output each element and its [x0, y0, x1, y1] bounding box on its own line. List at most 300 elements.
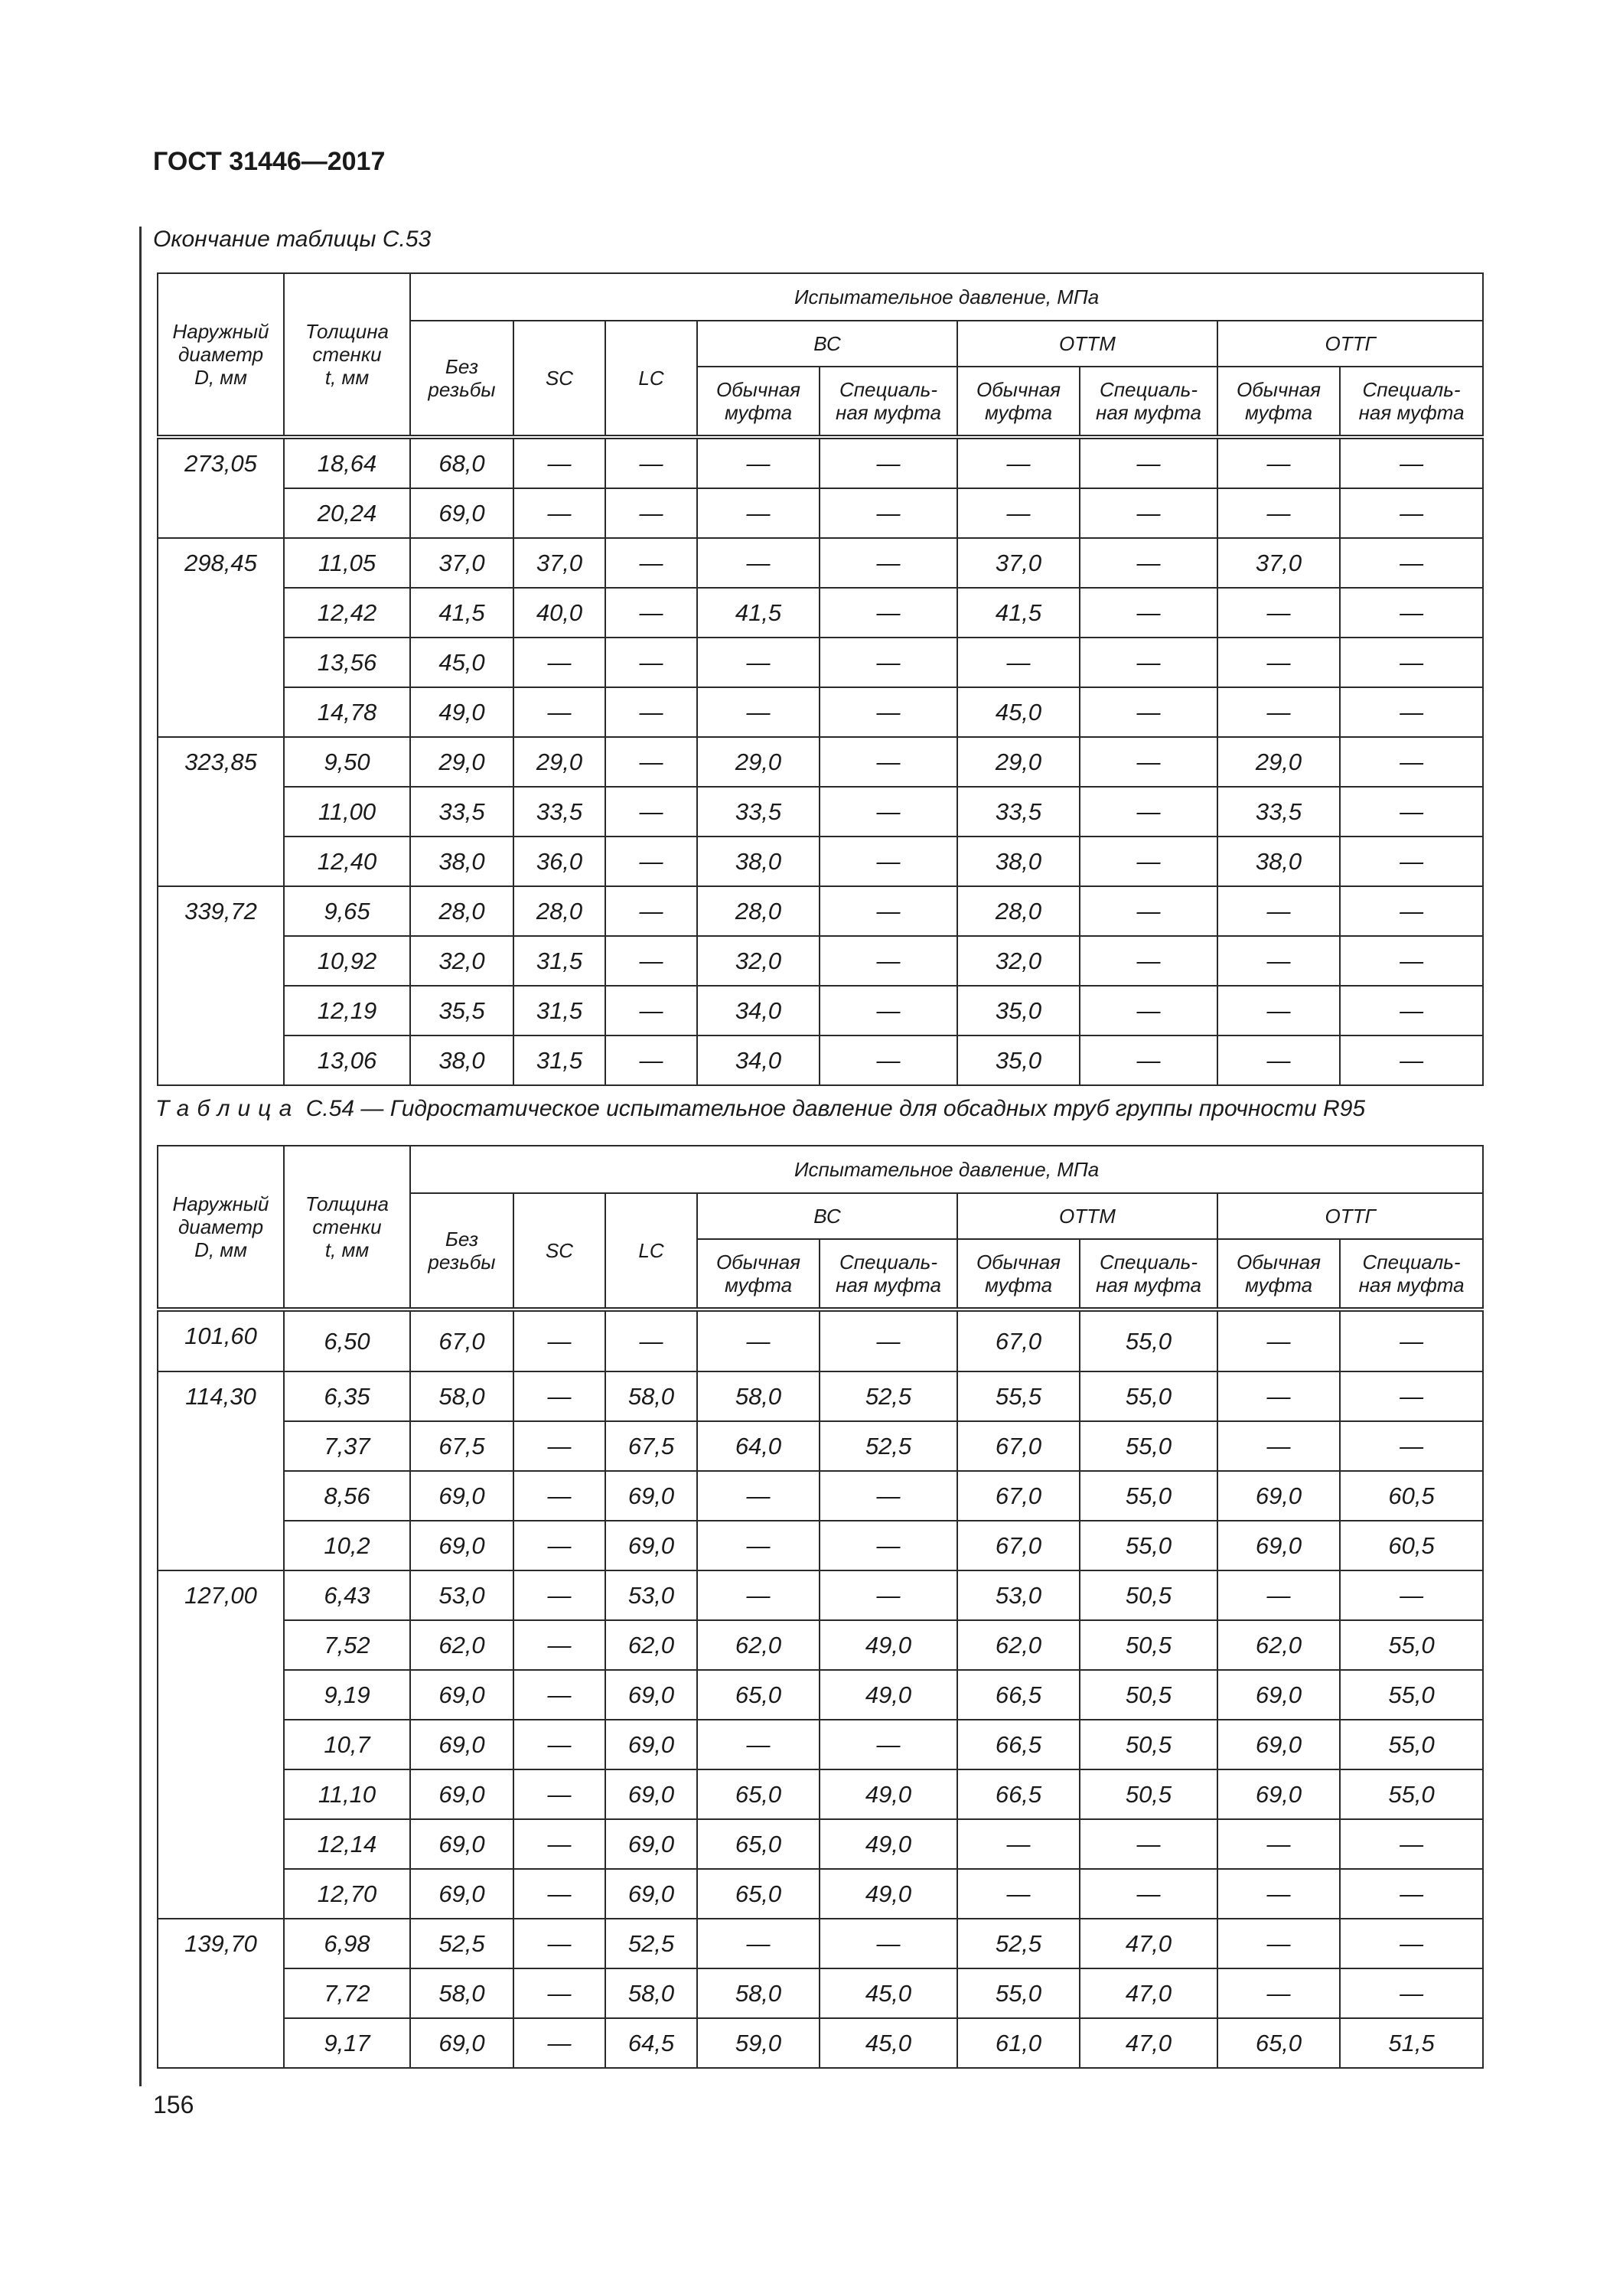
- pressure-cell: 45,0: [820, 1968, 957, 2018]
- header-ottg-special: Специаль- ная муфта: [1340, 367, 1483, 437]
- pressure-cell: 38,0: [957, 837, 1080, 886]
- thickness-cell: 12,19: [284, 986, 410, 1035]
- pressure-cell: —: [513, 1670, 605, 1720]
- pressure-cell: —: [513, 1371, 605, 1421]
- pressure-cell: 58,0: [410, 1968, 513, 2018]
- pressure-cell: —: [513, 1309, 605, 1371]
- pressure-cell: —: [820, 538, 957, 588]
- pressure-cell: —: [1340, 837, 1483, 886]
- pressure-cell: —: [697, 488, 820, 538]
- pressure-cell: 38,0: [410, 837, 513, 886]
- pressure-cell: —: [1080, 737, 1217, 787]
- pressure-cell: 62,0: [605, 1620, 697, 1670]
- thickness-cell: 6,35: [284, 1371, 410, 1421]
- pressure-cell: —: [1080, 837, 1217, 886]
- pressure-cell: 31,5: [513, 986, 605, 1035]
- pressure-cell: 66,5: [957, 1670, 1080, 1720]
- table-row: [158, 1035, 1483, 1085]
- thickness-cell: 20,24: [284, 488, 410, 538]
- pressure-cell: 50,5: [1080, 1769, 1217, 1819]
- thickness-cell: 11,00: [284, 787, 410, 837]
- header-ottm: ОТТМ: [957, 1193, 1217, 1239]
- table-row: [158, 538, 1483, 588]
- pressure-cell: —: [605, 437, 697, 488]
- page-number: 156: [153, 2091, 194, 2118]
- thickness-cell: 9,17: [284, 2018, 410, 2068]
- pressure-cell: —: [957, 1869, 1080, 1919]
- table-row: [158, 737, 1483, 787]
- pressure-cell: —: [1080, 538, 1217, 588]
- thickness-cell: 18,64: [284, 437, 410, 488]
- header-plain: Без резьбы: [410, 321, 513, 437]
- pressure-cell: —: [697, 638, 820, 687]
- pressure-cell: —: [513, 687, 605, 737]
- pressure-cell: —: [1217, 1309, 1340, 1371]
- header-ottm-special: Специаль- ная муфта: [1080, 367, 1217, 437]
- pressure-cell: —: [1340, 638, 1483, 687]
- pressure-cell: —: [697, 1471, 820, 1521]
- pressure-cell: 59,0: [697, 2018, 820, 2068]
- pressure-cell: 49,0: [820, 1869, 957, 1919]
- pressure-cell: 52,5: [820, 1371, 957, 1421]
- table-row: [158, 488, 1483, 538]
- pressure-cell: 65,0: [697, 1869, 820, 1919]
- pressure-cell: —: [820, 1471, 957, 1521]
- pressure-cell: 49,0: [820, 1670, 957, 1720]
- pressure-cell: 33,5: [957, 787, 1080, 837]
- pressure-cell: —: [513, 1769, 605, 1819]
- diameter-cell: 101,60: [158, 1309, 284, 1371]
- pressure-cell: —: [1340, 737, 1483, 787]
- pressure-cell: 69,0: [605, 1819, 697, 1869]
- pressure-cell: —: [820, 936, 957, 986]
- pressure-cell: —: [1340, 1570, 1483, 1620]
- table-c53-body: [158, 437, 1483, 1085]
- pressure-cell: 35,5: [410, 986, 513, 1035]
- pressure-cell: 29,0: [410, 737, 513, 787]
- header-bc-regular: Обычная муфта: [697, 1239, 820, 1309]
- pressure-cell: 55,0: [1080, 1421, 1217, 1471]
- pressure-cell: 58,0: [697, 1371, 820, 1421]
- pressure-cell: 68,0: [410, 437, 513, 488]
- pressure-cell: —: [1217, 1968, 1340, 2018]
- header-ottg: ОТТГ: [1217, 1193, 1483, 1239]
- pressure-cell: 69,0: [605, 1670, 697, 1720]
- pressure-cell: 65,0: [697, 1769, 820, 1819]
- pressure-cell: —: [513, 1421, 605, 1471]
- pressure-cell: 33,5: [697, 787, 820, 837]
- pressure-cell: 69,0: [605, 1521, 697, 1570]
- pressure-cell: —: [697, 1521, 820, 1570]
- pressure-cell: —: [697, 1919, 820, 1968]
- pressure-cell: —: [1340, 1819, 1483, 1869]
- pressure-cell: 49,0: [820, 1620, 957, 1670]
- pressure-cell: 69,0: [1217, 1769, 1340, 1819]
- pressure-cell: 50,5: [1080, 1670, 1217, 1720]
- pressure-cell: 29,0: [957, 737, 1080, 787]
- pressure-cell: —: [1080, 588, 1217, 638]
- header-pressure: Испытательное давление, МПа: [410, 273, 1483, 321]
- pressure-cell: 55,0: [1340, 1769, 1483, 1819]
- header-bc-special: Специаль- ная муфта: [820, 1239, 957, 1309]
- pressure-cell: —: [820, 488, 957, 538]
- pressure-cell: —: [513, 1720, 605, 1769]
- pressure-cell: 32,0: [697, 936, 820, 986]
- thickness-cell: 9,65: [284, 886, 410, 936]
- pressure-cell: 62,0: [410, 1620, 513, 1670]
- table-row: [158, 1421, 1483, 1471]
- header-thickness: Толщина стенки t, мм: [284, 273, 410, 437]
- header-bc-regular: Обычная муфта: [697, 367, 820, 437]
- pressure-cell: —: [820, 437, 957, 488]
- pressure-cell: —: [697, 687, 820, 737]
- pressure-cell: 45,0: [410, 638, 513, 687]
- pressure-cell: —: [697, 1720, 820, 1769]
- pressure-cell: —: [1080, 687, 1217, 737]
- pressure-cell: 62,0: [697, 1620, 820, 1670]
- pressure-cell: 28,0: [697, 886, 820, 936]
- thickness-cell: 9,50: [284, 737, 410, 787]
- pressure-cell: —: [1340, 1919, 1483, 1968]
- thickness-cell: 8,56: [284, 1471, 410, 1521]
- pressure-cell: —: [1340, 1035, 1483, 1085]
- pressure-cell: —: [605, 687, 697, 737]
- thickness-cell: 12,70: [284, 1869, 410, 1919]
- pressure-cell: 37,0: [410, 538, 513, 588]
- thickness-cell: 6,98: [284, 1919, 410, 1968]
- pressure-cell: —: [1217, 1371, 1340, 1421]
- pressure-cell: —: [820, 837, 957, 886]
- pressure-cell: 47,0: [1080, 1919, 1217, 1968]
- pressure-cell: —: [1340, 1421, 1483, 1471]
- table-c53-caption: Окончание таблицы С.53: [153, 227, 432, 252]
- pressure-cell: —: [513, 1919, 605, 1968]
- pressure-cell: —: [820, 1035, 957, 1085]
- table-row: [158, 1570, 1483, 1620]
- diameter-cell: 339,72: [158, 886, 284, 1085]
- pressure-cell: —: [1217, 1421, 1340, 1471]
- pressure-cell: —: [513, 1620, 605, 1670]
- pressure-cell: 50,5: [1080, 1720, 1217, 1769]
- pressure-cell: —: [513, 1869, 605, 1919]
- pressure-cell: 41,5: [410, 588, 513, 638]
- pressure-cell: 55,0: [1340, 1620, 1483, 1670]
- pressure-cell: 58,0: [605, 1968, 697, 2018]
- diameter-cell: 127,00: [158, 1570, 284, 1919]
- table-row: [158, 837, 1483, 886]
- pressure-cell: —: [1340, 588, 1483, 638]
- table-row: [158, 1968, 1483, 2018]
- pressure-cell: 34,0: [697, 986, 820, 1035]
- thickness-cell: 7,72: [284, 1968, 410, 2018]
- table-row: [158, 1819, 1483, 1869]
- header-bc: ВС: [697, 1193, 957, 1239]
- header-diameter: Наружный диаметр D, мм: [158, 273, 284, 437]
- pressure-cell: 36,0: [513, 837, 605, 886]
- pressure-cell: 29,0: [513, 737, 605, 787]
- pressure-cell: —: [1080, 936, 1217, 986]
- pressure-cell: —: [513, 1819, 605, 1869]
- pressure-cell: 67,0: [957, 1421, 1080, 1471]
- pressure-cell: 49,0: [820, 1819, 957, 1869]
- pressure-cell: 69,0: [605, 1869, 697, 1919]
- pressure-cell: —: [697, 538, 820, 588]
- pressure-cell: 67,0: [957, 1309, 1080, 1371]
- thickness-cell: 7,52: [284, 1620, 410, 1670]
- pressure-cell: —: [513, 2018, 605, 2068]
- thickness-cell: 12,14: [284, 1819, 410, 1869]
- pressure-cell: —: [1080, 1869, 1217, 1919]
- pressure-cell: 67,5: [605, 1421, 697, 1471]
- pressure-cell: 33,5: [1217, 787, 1340, 837]
- pressure-cell: —: [1080, 1035, 1217, 1085]
- table-c53: [157, 272, 1484, 1086]
- pressure-cell: —: [1340, 687, 1483, 737]
- pressure-cell: —: [605, 986, 697, 1035]
- pressure-cell: —: [1340, 1869, 1483, 1919]
- pressure-cell: —: [1217, 588, 1340, 638]
- pressure-cell: 49,0: [820, 1769, 957, 1819]
- thickness-cell: 13,06: [284, 1035, 410, 1085]
- pressure-cell: —: [1217, 488, 1340, 538]
- pressure-cell: —: [605, 488, 697, 538]
- pressure-cell: —: [1217, 886, 1340, 936]
- thickness-cell: 13,56: [284, 638, 410, 687]
- thickness-cell: 14,78: [284, 687, 410, 737]
- pressure-cell: —: [1217, 1869, 1340, 1919]
- pressure-cell: —: [1080, 986, 1217, 1035]
- header-sc: SC: [513, 321, 605, 437]
- pressure-cell: 28,0: [410, 886, 513, 936]
- pressure-cell: 35,0: [957, 986, 1080, 1035]
- pressure-cell: 60,5: [1340, 1471, 1483, 1521]
- pressure-cell: —: [1217, 1919, 1340, 1968]
- pressure-cell: —: [1340, 538, 1483, 588]
- table-c54-caption-title: С.54 — Гидростатическое испытательное давление для обсадных труб группы прочности R95: [299, 1096, 1366, 1121]
- pressure-cell: 34,0: [697, 1035, 820, 1085]
- pressure-cell: —: [1080, 437, 1217, 488]
- pressure-cell: —: [605, 787, 697, 837]
- pressure-cell: —: [1217, 986, 1340, 1035]
- thickness-cell: 11,10: [284, 1769, 410, 1819]
- header-ottg: ОТТГ: [1217, 321, 1483, 367]
- pressure-cell: —: [820, 1720, 957, 1769]
- pressure-cell: —: [1217, 687, 1340, 737]
- diameter-cell: 323,85: [158, 737, 284, 886]
- header-ottg-special: Специаль- ная муфта: [1340, 1239, 1483, 1309]
- table-row: [158, 1769, 1483, 1819]
- pressure-cell: —: [1217, 1819, 1340, 1869]
- pressure-cell: —: [820, 787, 957, 837]
- pressure-cell: —: [1080, 488, 1217, 538]
- header-ottm-special: Специаль- ная муфта: [1080, 1239, 1217, 1309]
- pressure-cell: —: [957, 488, 1080, 538]
- diameter-cell: 114,30: [158, 1371, 284, 1570]
- pressure-cell: —: [605, 837, 697, 886]
- pressure-cell: 67,5: [410, 1421, 513, 1471]
- pressure-cell: 41,5: [697, 588, 820, 638]
- pressure-cell: 28,0: [957, 886, 1080, 936]
- pressure-cell: 69,0: [605, 1769, 697, 1819]
- pressure-cell: —: [1217, 936, 1340, 986]
- pressure-cell: —: [1217, 1570, 1340, 1620]
- pressure-cell: —: [1080, 787, 1217, 837]
- pressure-cell: 69,0: [410, 1670, 513, 1720]
- pressure-cell: 55,0: [1080, 1471, 1217, 1521]
- pressure-cell: —: [1340, 1371, 1483, 1421]
- pressure-cell: —: [605, 588, 697, 638]
- pressure-cell: 33,5: [513, 787, 605, 837]
- thickness-cell: 6,43: [284, 1570, 410, 1620]
- thickness-cell: 10,2: [284, 1521, 410, 1570]
- header-thickness: Толщина стенки t, мм: [284, 1146, 410, 1309]
- pressure-cell: —: [697, 1570, 820, 1620]
- header-ottm-regular: Обычная муфта: [957, 1239, 1080, 1309]
- pressure-cell: —: [1217, 437, 1340, 488]
- header-plain: Без резьбы: [410, 1193, 513, 1309]
- change-marker-bar: [139, 227, 142, 2086]
- pressure-cell: 45,0: [957, 687, 1080, 737]
- pressure-cell: —: [957, 638, 1080, 687]
- thickness-cell: 12,40: [284, 837, 410, 886]
- pressure-cell: 45,0: [820, 2018, 957, 2068]
- pressure-cell: 29,0: [1217, 737, 1340, 787]
- pressure-cell: 69,0: [410, 1769, 513, 1819]
- pressure-cell: 55,0: [1080, 1371, 1217, 1421]
- pressure-cell: 58,0: [605, 1371, 697, 1421]
- table-row: [158, 1670, 1483, 1720]
- table-c54: [157, 1145, 1484, 2069]
- pressure-cell: —: [820, 737, 957, 787]
- pressure-cell: 58,0: [410, 1371, 513, 1421]
- pressure-cell: —: [820, 687, 957, 737]
- pressure-cell: 69,0: [410, 1521, 513, 1570]
- pressure-cell: 65,0: [1217, 2018, 1340, 2068]
- pressure-cell: 55,5: [957, 1371, 1080, 1421]
- pressure-cell: 69,0: [1217, 1471, 1340, 1521]
- pressure-cell: 58,0: [697, 1968, 820, 2018]
- header-bc: ВС: [697, 321, 957, 367]
- pressure-cell: —: [1340, 1309, 1483, 1371]
- pressure-cell: —: [1340, 488, 1483, 538]
- pressure-cell: 67,0: [410, 1309, 513, 1371]
- document-header: ГОСТ 31446—2017: [153, 147, 386, 176]
- thickness-cell: 10,92: [284, 936, 410, 986]
- pressure-cell: —: [1080, 1819, 1217, 1869]
- pressure-cell: 55,0: [957, 1968, 1080, 2018]
- header-lc: LC: [605, 321, 697, 437]
- header-sc: SC: [513, 1193, 605, 1309]
- pressure-cell: —: [513, 1968, 605, 2018]
- pressure-cell: 50,5: [1080, 1570, 1217, 1620]
- pressure-cell: 53,0: [410, 1570, 513, 1620]
- pressure-cell: —: [820, 1521, 957, 1570]
- pressure-cell: 52,5: [957, 1919, 1080, 1968]
- pressure-cell: —: [513, 638, 605, 687]
- pressure-cell: 38,0: [410, 1035, 513, 1085]
- table-row: [158, 1371, 1483, 1421]
- table-row: [158, 687, 1483, 737]
- table-row: [158, 787, 1483, 837]
- pressure-cell: —: [605, 638, 697, 687]
- pressure-cell: 55,0: [1340, 1670, 1483, 1720]
- pressure-cell: 52,5: [820, 1421, 957, 1471]
- header-lc: LC: [605, 1193, 697, 1309]
- pressure-cell: 66,5: [957, 1720, 1080, 1769]
- pressure-cell: 52,5: [410, 1919, 513, 1968]
- thickness-cell: 11,05: [284, 538, 410, 588]
- pressure-cell: —: [1340, 1968, 1483, 2018]
- pressure-cell: 55,0: [1080, 1309, 1217, 1371]
- pressure-cell: 69,0: [605, 1720, 697, 1769]
- header-pressure: Испытательное давление, МПа: [410, 1146, 1483, 1193]
- pressure-cell: 53,0: [957, 1570, 1080, 1620]
- pressure-cell: 69,0: [410, 2018, 513, 2068]
- thickness-cell: 7,37: [284, 1421, 410, 1471]
- pressure-cell: —: [513, 1521, 605, 1570]
- pressure-cell: 49,0: [410, 687, 513, 737]
- pressure-cell: 69,0: [1217, 1720, 1340, 1769]
- pressure-cell: 69,0: [410, 488, 513, 538]
- header-ottg-regular: Обычная муфта: [1217, 367, 1340, 437]
- pressure-cell: —: [605, 737, 697, 787]
- pressure-cell: 33,5: [410, 787, 513, 837]
- table-c54-caption: [155, 1096, 1365, 1122]
- pressure-cell: —: [605, 538, 697, 588]
- pressure-cell: 66,5: [957, 1769, 1080, 1819]
- pressure-cell: 38,0: [697, 837, 820, 886]
- pressure-cell: 61,0: [957, 2018, 1080, 2068]
- table-row: [158, 986, 1483, 1035]
- pressure-cell: 29,0: [697, 737, 820, 787]
- pressure-cell: 67,0: [957, 1521, 1080, 1570]
- pressure-cell: 32,0: [410, 936, 513, 986]
- pressure-cell: —: [1340, 986, 1483, 1035]
- pressure-cell: 65,0: [697, 1819, 820, 1869]
- table-row: [158, 936, 1483, 986]
- pressure-cell: —: [513, 488, 605, 538]
- pressure-cell: —: [1340, 886, 1483, 936]
- pressure-cell: 47,0: [1080, 2018, 1217, 2068]
- pressure-cell: —: [1340, 437, 1483, 488]
- diameter-cell: 298,45: [158, 538, 284, 737]
- pressure-cell: 31,5: [513, 1035, 605, 1085]
- pressure-cell: —: [820, 588, 957, 638]
- thickness-cell: 6,50: [284, 1309, 410, 1371]
- header-ottm-regular: Обычная муфта: [957, 367, 1080, 437]
- pressure-cell: —: [957, 437, 1080, 488]
- pressure-cell: —: [605, 886, 697, 936]
- header-diameter: Наружный диаметр D, мм: [158, 1146, 284, 1309]
- table-row: [158, 1309, 1483, 1371]
- table-row: [158, 1919, 1483, 1968]
- pressure-cell: 37,0: [957, 538, 1080, 588]
- pressure-cell: —: [820, 1570, 957, 1620]
- pressure-cell: —: [605, 1309, 697, 1371]
- header-ottg-regular: Обычная муфта: [1217, 1239, 1340, 1309]
- pressure-cell: 62,0: [957, 1620, 1080, 1670]
- pressure-cell: 53,0: [605, 1570, 697, 1620]
- pressure-cell: —: [1340, 787, 1483, 837]
- pressure-cell: 67,0: [957, 1471, 1080, 1521]
- pressure-cell: 65,0: [697, 1670, 820, 1720]
- pressure-cell: 50,5: [1080, 1620, 1217, 1670]
- pressure-cell: 64,0: [697, 1421, 820, 1471]
- table-row: [158, 638, 1483, 687]
- table-c54-caption-label: Таблица: [155, 1096, 300, 1121]
- thickness-cell: 12,42: [284, 588, 410, 638]
- table-c54-body: [158, 1309, 1483, 2068]
